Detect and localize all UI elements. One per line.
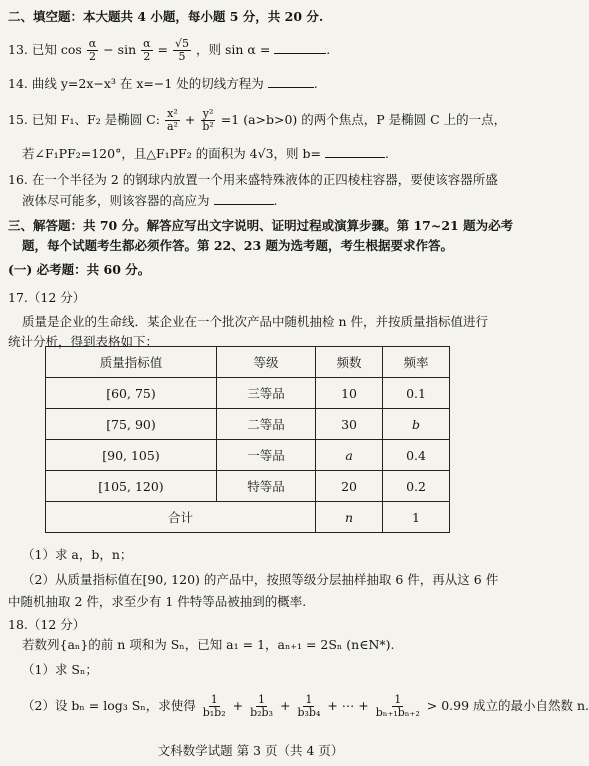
table-row xyxy=(46,409,450,440)
table-cell: 0.4 xyxy=(383,440,450,471)
table-cell: 0.2 xyxy=(383,471,450,502)
table-cell: 10 xyxy=(316,378,383,409)
ellipsis: + ⋯ + xyxy=(327,698,369,713)
fraction-denominator: 5 xyxy=(178,50,186,63)
page-footer: 文科数学试题 第 3 页（共 4 页） xyxy=(157,743,344,758)
table-cell: 特等品 xyxy=(216,471,315,502)
fraction-numerator: α xyxy=(143,37,151,50)
question-17-paragraph-line-2: 统计分析，得到表格如下： xyxy=(8,334,159,349)
fraction xyxy=(141,38,152,63)
table-cell: 二等品 xyxy=(216,409,315,440)
q14-text: 曲线 y=2x−x³ 在 x=−1 处的切线方程为 xyxy=(31,76,264,91)
table-total-row xyxy=(46,502,450,533)
fraction-denominator: b₂b₃ xyxy=(250,706,273,719)
question-score: （12 分） xyxy=(27,617,86,632)
q13-text-post: ，则 sin α = xyxy=(196,42,271,57)
fraction-denominator: b² xyxy=(202,120,214,133)
fraction-numerator: 1 xyxy=(394,693,402,706)
table-header-cell: 等级 xyxy=(216,347,315,378)
fraction xyxy=(200,108,215,133)
table-row xyxy=(46,378,450,409)
question-17-part-1: （1）求 a，b，n； xyxy=(22,547,133,562)
fraction-denominator: 2 xyxy=(89,50,96,63)
question-15 xyxy=(8,108,506,133)
fraction xyxy=(165,108,180,133)
answer-blank xyxy=(274,41,326,54)
fraction-numerator: 1 xyxy=(258,693,266,706)
table-cell: 三等品 xyxy=(216,378,315,409)
fraction-numerator: y² xyxy=(202,107,214,120)
fraction-denominator: b₃b₄ xyxy=(297,706,321,719)
section-heading-answer-line-2: 题，每个试题考生都必须作答。第 22、23 题为选考题，考生根据要求作答。 xyxy=(22,238,453,253)
answer-blank xyxy=(268,75,314,88)
table-cell: a xyxy=(316,440,383,471)
question-16 xyxy=(8,172,498,188)
q18-part2-text-pre: （2）设 bₙ = log₃ Sₙ，求使得 xyxy=(22,698,196,713)
table-cell: 0.1 xyxy=(383,378,450,409)
question-18-header xyxy=(8,617,85,633)
question-18-part-1: （1）求 Sₙ； xyxy=(22,662,98,677)
question-18-paragraph: 若数列{aₙ}的前 n 项和为 Sₙ，已知 a₁ = 1，aₙ₊₁ = 2Sₙ (n∈N*). xyxy=(22,637,395,652)
quality-table xyxy=(45,346,450,533)
question-18-part-2 xyxy=(22,694,589,719)
question-13 xyxy=(8,38,330,63)
question-16-line-2 xyxy=(22,192,277,209)
table-cell: 合计 xyxy=(46,502,316,533)
table-cell: [90, 105) xyxy=(46,440,217,471)
fraction xyxy=(87,38,98,63)
table-cell: b xyxy=(383,409,450,440)
fraction-numerator: α xyxy=(88,37,97,50)
table-row xyxy=(46,471,450,502)
fraction-denominator: 2 xyxy=(143,50,151,63)
question-17-header xyxy=(8,290,85,306)
question-17-part-2-line-2: 中随机抽取 2 件，求至少有 1 件特等品被抽到的概率. xyxy=(8,594,307,609)
question-number: 13. xyxy=(8,42,28,57)
period: . xyxy=(273,193,278,208)
fraction-denominator: a² xyxy=(166,120,178,133)
plus-sign: + xyxy=(279,698,291,713)
section-heading-fill-blank: 二、填空题：本大题共 4 小题，每小题 5 分，共 20 分. xyxy=(8,9,324,24)
q18-part2-text-post: > 0.99 成立的最小自然数 n. xyxy=(426,698,589,713)
answer-blank xyxy=(325,145,385,158)
question-score: （12 分） xyxy=(27,290,86,305)
fraction-numerator: 1 xyxy=(305,693,313,706)
fraction xyxy=(173,38,191,63)
question-number: 18. xyxy=(8,617,28,632)
question-14 xyxy=(8,75,318,92)
table-cell: 1 xyxy=(383,502,450,533)
q15-text-pre: 已知 F₁、F₂ 是椭圆 C: xyxy=(31,112,160,127)
question-15-line-2 xyxy=(22,145,389,162)
q16-text-line1: 在一个半径为 2 的钢球内放置一个用来盛特殊液体的正四棱柱容器，要使该容器所盛 xyxy=(31,172,498,187)
q13-text-mid: − sin xyxy=(103,42,137,57)
period: . xyxy=(313,76,318,91)
fraction-numerator: 1 xyxy=(210,693,218,706)
table-row xyxy=(46,440,450,471)
q15-text-post: =1 (a>b>0) 的两个焦点，P 是椭圆 C 上的一点， xyxy=(220,112,507,127)
question-number: 15. xyxy=(8,112,28,127)
table-cell: n xyxy=(316,502,383,533)
table-cell: 20 xyxy=(316,471,383,502)
q15-text-line2: 若∠F₁PF₂=120°，且△F₁PF₂ 的面积为 4√3，则 b= xyxy=(22,146,321,161)
table-header-row xyxy=(46,347,450,378)
plus-sign: + xyxy=(184,112,196,127)
period: . xyxy=(384,146,389,161)
table-cell: [75, 90) xyxy=(46,409,217,440)
question-number: 14. xyxy=(8,76,28,91)
table-cell: 30 xyxy=(316,409,383,440)
fraction xyxy=(248,694,275,719)
table-header-cell: 质量指标值 xyxy=(46,347,217,378)
required-questions-heading: (一) 必考题：共 60 分。 xyxy=(8,262,151,277)
fraction xyxy=(374,694,422,719)
q13-equals: = xyxy=(157,42,169,57)
table-cell: 一等品 xyxy=(216,440,315,471)
fraction-denominator: bₙ₊₁bₙ₊₂ xyxy=(375,706,420,719)
question-number: 17. xyxy=(8,290,28,305)
answer-blank xyxy=(214,192,274,205)
fraction-denominator: b₁b₂ xyxy=(202,706,226,719)
table-cell: [105, 120) xyxy=(46,471,217,502)
fraction-numerator: √5 xyxy=(175,37,190,50)
table-cell: [60, 75) xyxy=(46,378,217,409)
section-heading-answer: 三、解答题：共 70 分。解答应写出文字说明、证明过程或演算步骤。第 17~21 题为必考 xyxy=(8,218,514,233)
fraction xyxy=(201,694,228,719)
q16-text-line2: 液体尽可能多，则该容器的高应为 xyxy=(22,193,210,208)
fraction-numerator: x² xyxy=(167,107,178,120)
period: . xyxy=(326,42,331,57)
table-header-cell: 频数 xyxy=(316,347,383,378)
fraction xyxy=(295,694,322,719)
question-number: 16. xyxy=(8,172,28,187)
question-17-paragraph: 质量是企业的生命线．某企业在一个批次产品中随机抽检 n 件，并按质量指标值进行 xyxy=(22,314,488,329)
question-17-part-2: （2）从质量指标值在[90, 120) 的产品中，按照等级分层抽样抽取 6 件，再从这 6 件 xyxy=(22,572,499,587)
plus-sign: + xyxy=(232,698,244,713)
table-header-cell: 频率 xyxy=(383,347,450,378)
q13-text-pre: 已知 cos xyxy=(31,42,82,57)
